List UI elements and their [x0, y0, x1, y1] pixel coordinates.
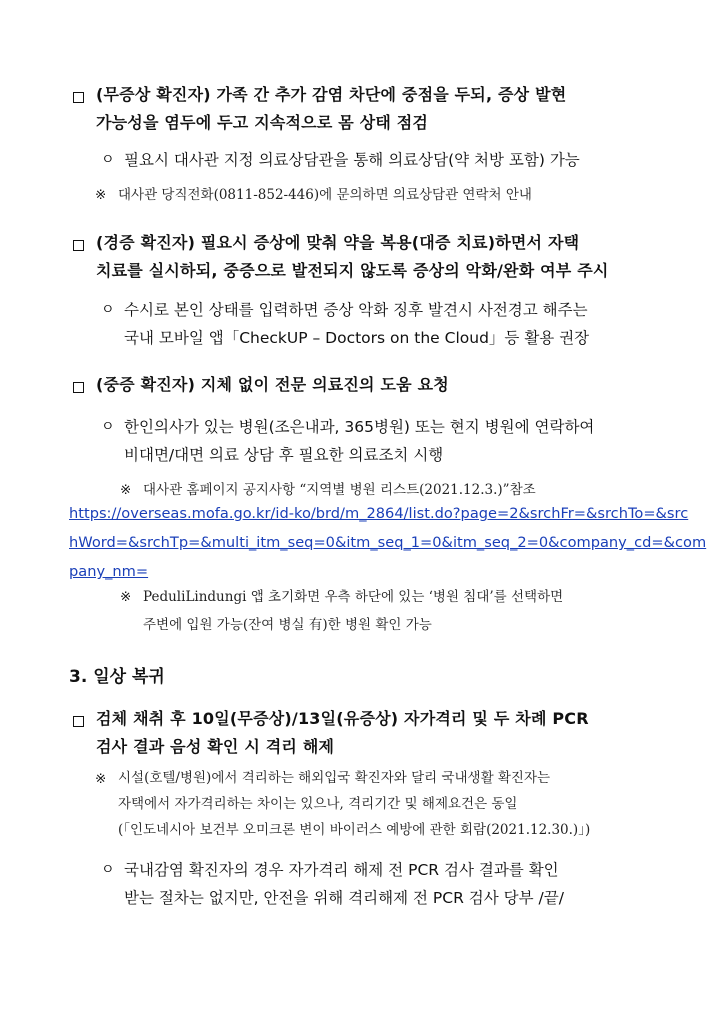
- reference-mark: ※: [120, 482, 132, 498]
- note-line: 대사관 당직전화(0811-852-446)에 문의하면 의료상담관 연락처 안내: [118, 187, 532, 203]
- release-heading: [96, 705, 589, 761]
- detail-line: 비대면/대면 의료 상담 후 필요한 의료조치 시행: [124, 446, 444, 464]
- heading-line: 치료를 실시하되, 중증으로 발전되지 않도록 증상의 악화/완화 여부 주시: [96, 261, 609, 280]
- heading-line: 가능성을 염두에 두고 지속적으로 몸 상태 점검: [96, 113, 429, 132]
- severe-detail: [124, 413, 594, 469]
- heading-line: (중증 확진자) 지체 없이 전문 의료진의 도움 요청: [96, 375, 449, 394]
- checkbox-bullet-icon: [73, 240, 84, 251]
- note-line: 주변에 입원 가능(잔여 병실 有)한 병원 확인 가능: [143, 617, 432, 633]
- section-title: 3. 일상 복귀: [69, 667, 165, 687]
- mild-heading: [96, 229, 609, 285]
- note-line: 자택에서 자가격리하는 차이는 있으나, 격리기간 및 해제요건은 동일: [118, 796, 518, 812]
- heading-line: 검체 채취 후 10일(무증상)/13일(유증상) 자가격리 및 두 차례 PCR: [96, 709, 589, 728]
- reference-mark: ※: [95, 771, 107, 787]
- detail-line: 한인의사가 있는 병원(조은내과, 365병원) 또는 현지 병원에 연락하여: [124, 418, 595, 436]
- detail-line: 받는 절차는 없지만, 안전을 위해 격리해제 전 PCR 검사 당부 /끝/: [124, 889, 564, 907]
- asymptomatic-heading: [96, 81, 566, 137]
- link-line[interactable]: hWord=&srchTp=&multi_itm_seq=0&itm_seq_1=0&itm_seq_2=0&company_cd=&com: [69, 534, 707, 551]
- heading-line: (경증 확진자) 필요시 증상에 맞춰 약을 복용(대증 치료)하면서 자택: [96, 233, 580, 252]
- severe-heading: [96, 371, 449, 399]
- asymptomatic-note: [118, 181, 532, 209]
- release-note: [118, 765, 590, 843]
- detail-line: 국내감염 확진자의 경우 자가격리 해제 전 PCR 검사 결과를 확인: [124, 861, 559, 879]
- heading-line: (무증상 확진자) 가족 간 추가 감염 차단에 중점을 두되, 증상 발현: [96, 85, 567, 104]
- mild-detail: [124, 296, 589, 352]
- release-detail: [124, 856, 564, 912]
- link-line[interactable]: pany_nm=: [69, 563, 149, 580]
- hospital-list-link[interactable]: [69, 499, 707, 586]
- link-line[interactable]: https://overseas.mofa.go.kr/id-ko/brd/m_2864/list.do?page=2&srchFr=&srchTo=&src: [69, 505, 689, 522]
- detail-line: 수시로 본인 상태를 입력하면 증상 악화 징후 발견시 사전경고 해주는: [124, 301, 588, 319]
- checkbox-bullet-icon: [73, 716, 84, 727]
- circle-bullet: ㅇ: [101, 302, 115, 318]
- circle-bullet: ㅇ: [101, 862, 115, 878]
- circle-bullet: ㅇ: [101, 419, 115, 435]
- note-line: 대사관 홈페이지 공지사항 “지역별 병원 리스트(2021.12.3.)”참조: [143, 482, 536, 498]
- note-line: (「인도네시아 보건부 오미크론 변이 바이러스 예방에 관한 회람(2021.12.30.)」): [118, 822, 591, 838]
- reference-mark: ※: [120, 589, 132, 605]
- note-line: 시설(호텔/병원)에서 격리하는 해외입국 확진자와 달리 국내생활 확진자는: [118, 770, 551, 786]
- detail-line: 필요시 대사관 지정 의료상담관을 통해 의료상담(약 처방 포함) 가능: [124, 151, 580, 169]
- checkbox-bullet-icon: [73, 92, 84, 103]
- asymptomatic-detail: [124, 146, 580, 174]
- checkbox-bullet-icon: [73, 382, 84, 393]
- circle-bullet: ㅇ: [101, 152, 115, 168]
- heading-line: 검사 결과 음성 확인 시 격리 해제: [96, 737, 335, 756]
- note-line: PeduliLindungi 앱 초기화면 우측 하단에 있는 ‘병원 침대’를 선택하면: [143, 589, 564, 605]
- detail-line: 국내 모바일 앱「CheckUP – Doctors on the Cloud」등 활용 권장: [124, 329, 590, 347]
- reference-mark: ※: [95, 187, 107, 203]
- pedulilindungi-note: [143, 583, 563, 639]
